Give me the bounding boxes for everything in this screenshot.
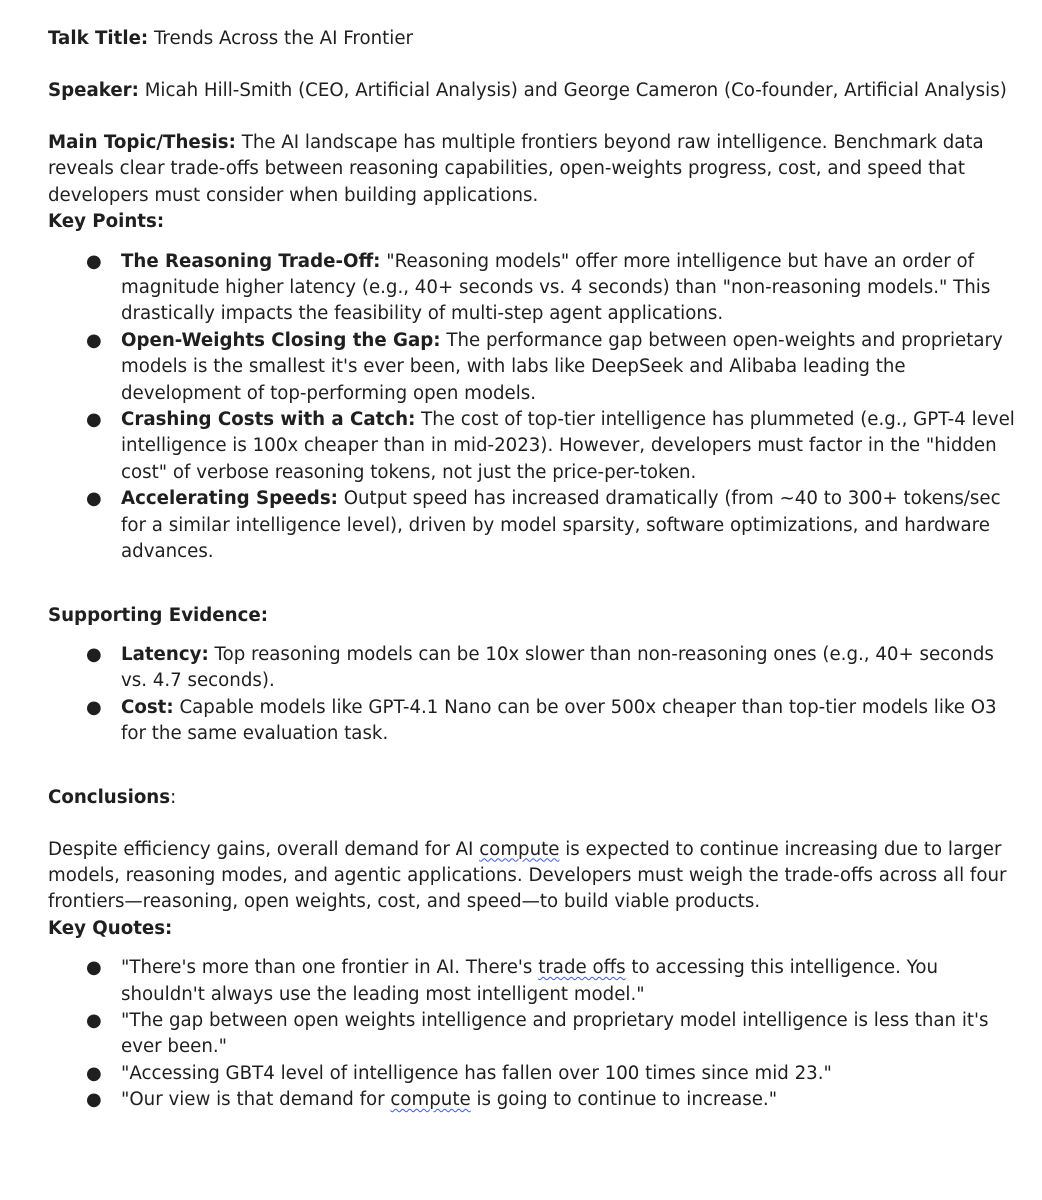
- list-item: [48, 1008, 1018, 1061]
- bullet-icon: ●: [86, 1009, 102, 1031]
- speaker-value: Micah Hill-Smith (CEO, Artificial Analysis) and George Cameron (Co-founder, Artificial Analysis): [144, 80, 1007, 101]
- bullet-icon: ●: [86, 250, 102, 272]
- conclusions-text-after: is expected to continue increasing due to larger models, reasoning modes, and agentic applications. Developers must weigh the trade-offs across all four frontiers—reasoning, open weights, cost, and speed—to build viable products.: [48, 838, 1007, 913]
- evidence-list: [48, 642, 1018, 748]
- bullet-icon: ●: [86, 643, 102, 665]
- talk-title-value: Trends Across the AI Frontier: [153, 28, 413, 49]
- talk-title-label: Talk Title:: [48, 28, 149, 49]
- list-item: [48, 328, 1018, 407]
- key-point-text: "Reasoning models" offer more intelligence but have an order of magnitude higher latency (e.g., 40+ seconds vs. 4 seconds) than "non-reasoning models." This drastically impacts the feasibility of multi-step agent applications.: [121, 250, 991, 325]
- thesis-paragraph: [48, 130, 1018, 209]
- evidence-title: Latency:: [121, 643, 209, 665]
- speaker-label: Speaker:: [48, 80, 139, 101]
- conclusions-heading-text: Conclusions: [48, 786, 171, 808]
- key-point-title: The Reasoning Trade-Off:: [121, 250, 381, 272]
- list-item: [48, 695, 1018, 748]
- bullet-icon: ●: [86, 409, 102, 431]
- bullet-icon: ●: [86, 957, 102, 979]
- bullet-icon: ●: [86, 329, 102, 351]
- list-item: [48, 955, 1018, 1008]
- speaker-line: [48, 78, 1018, 104]
- spellcheck-flagged-word[interactable]: compute: [479, 838, 560, 860]
- spellcheck-flagged-word[interactable]: trade offs: [538, 957, 626, 979]
- quote-text: "Accessing GBT4 level of intelligence has fallen over 100 times since mid 23.": [121, 1062, 832, 1084]
- list-item: [48, 486, 1018, 565]
- key-points-heading: Key Points:: [48, 211, 165, 233]
- thesis-value: The AI landscape has multiple frontiers beyond raw intelligence. Benchmark data reveals clear trade-offs between reasoning capabilities, open-weights progress, cost, and speed that developers must consider when building applications.: [48, 132, 984, 206]
- conclusions-heading: [48, 785, 1018, 811]
- key-point-title: Accelerating Speeds:: [121, 488, 338, 510]
- key-points-list: [48, 249, 1018, 566]
- spellcheck-flagged-word[interactable]: compute: [390, 1089, 471, 1111]
- list-item: [48, 1061, 1018, 1087]
- thesis-label: Main Topic/Thesis:: [48, 132, 236, 153]
- key-point-text: The cost of top-tier intelligence has plummeted (e.g., GPT-4 level intelligence is 100x cheaper than in mid-2023). However, developers must factor in the "hidden cost" of verbose reasoning tokens, not just the price-per-token.: [121, 409, 1015, 483]
- evidence-text: Top reasoning models can be 10x slower than non-reasoning ones (e.g., 40+ seconds vs. 4.7 seconds).: [121, 643, 994, 692]
- key-quotes-list: [48, 955, 1018, 1113]
- talk-title-line: [48, 26, 1018, 52]
- quote-text-before: "Our view is that demand for: [121, 1089, 391, 1111]
- key-point-title: Crashing Costs with a Catch:: [121, 409, 416, 431]
- quote-text-after: is going to continue to increase.": [470, 1089, 778, 1111]
- conclusions-paragraph: [48, 837, 1018, 916]
- bullet-icon: ●: [86, 1089, 102, 1111]
- bullet-icon: ●: [86, 1062, 102, 1084]
- key-point-text: Output speed has increased dramatically (from ~40 to 300+ tokens/sec for a similar intelligence level), driven by model sparsity, software optimizations, and hardware advances.: [121, 488, 1001, 563]
- evidence-text: Capable models like GPT-4.1 Nano can be over 500x cheaper than top-tier models like O3 for the same evaluation task.: [121, 696, 997, 745]
- evidence-title: Cost:: [121, 696, 174, 718]
- key-quotes-heading: Key Quotes:: [48, 917, 173, 939]
- quote-text: "The gap between open weights intelligence and proprietary model intelligence is less than it's ever been.": [121, 1009, 989, 1058]
- supporting-evidence-heading: Supporting Evidence:: [48, 604, 268, 626]
- list-item: [48, 407, 1018, 486]
- list-item: [48, 1087, 1018, 1113]
- conclusions-text-before: Despite efficiency gains, overall demand for AI: [48, 838, 480, 860]
- quote-text-after: to accessing this intelligence. You shouldn't always use the leading most intelligent model.": [121, 957, 939, 1005]
- document-body: [48, 26, 1018, 1114]
- list-item: [48, 642, 1018, 695]
- quote-text-before: "There's more than one frontier in AI. There's: [121, 957, 539, 979]
- bullet-icon: ●: [86, 696, 102, 718]
- key-point-text: The performance gap between open-weights and proprietary models is the smallest it's ever been, with labs like DeepSeek and Alibaba leading the development of top-performing open models.: [121, 329, 1003, 404]
- bullet-icon: ●: [86, 488, 102, 510]
- key-point-title: Open-Weights Closing the Gap:: [121, 329, 441, 351]
- list-item: [48, 249, 1018, 328]
- conclusions-heading-colon: :: [170, 786, 177, 808]
